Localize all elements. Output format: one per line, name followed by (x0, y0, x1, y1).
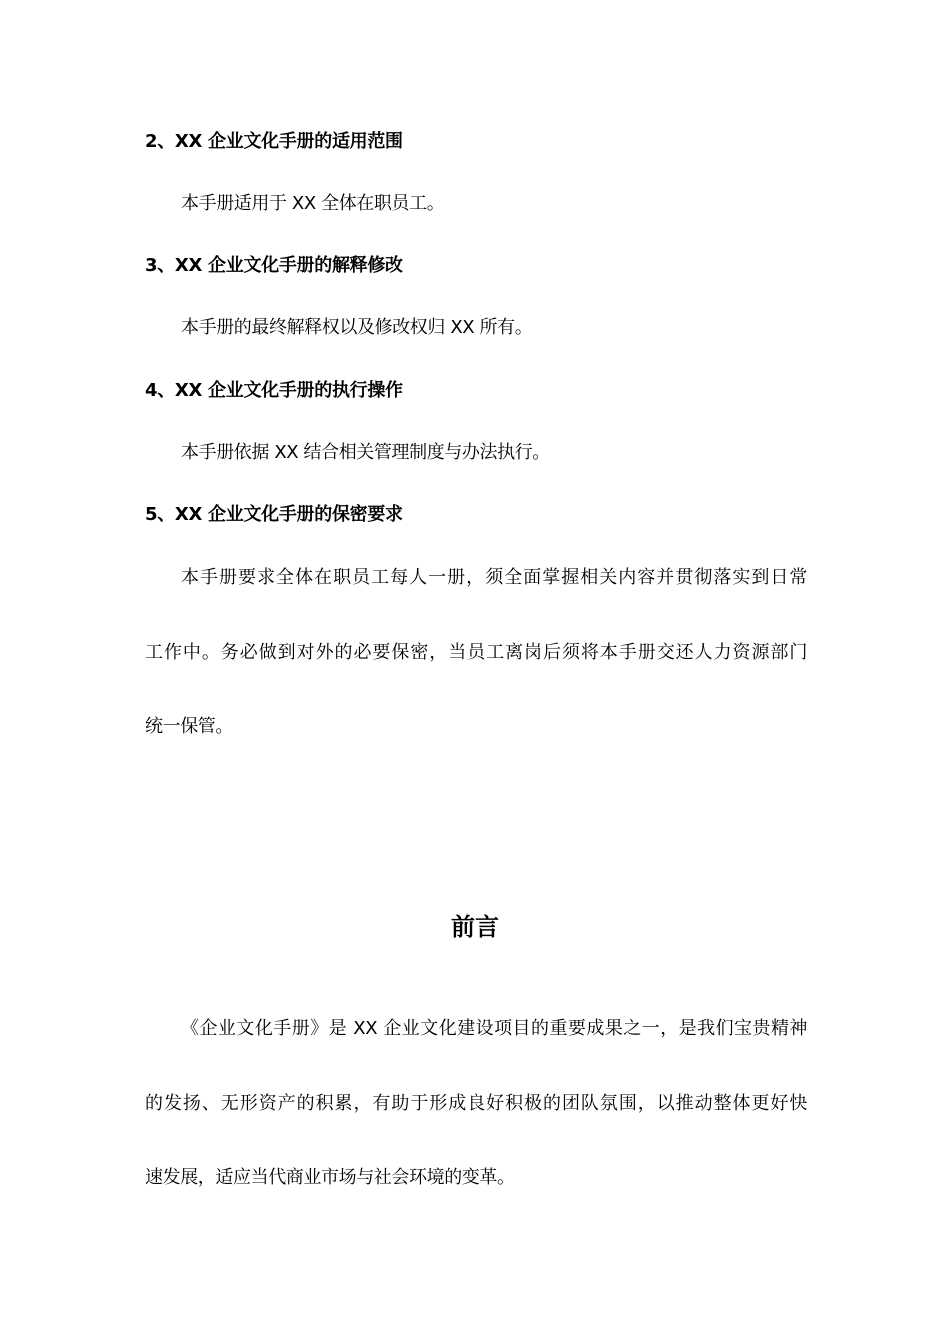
section-heading-execution: 4、XX 企业文化手册的执行操作 (145, 380, 403, 401)
section-heading-scope: 2、XX 企业文化手册的适用范围 (145, 131, 403, 152)
preface-body-line-2: 的发扬、无形资产的积累，有助于形成良好积极的团队氛围，以推动整体更好快 (145, 1093, 807, 1114)
preface-title: 前言 (451, 913, 499, 941)
preface-body-line-1: 《企业文化手册》是 XX 企业文化建设项目的重要成果之一，是我们宝贵精神 (181, 1018, 807, 1039)
preface-body-line-3: 速发展，适应当代商业市场与社会环境的变革。 (145, 1167, 515, 1188)
section-heading-confidentiality: 5、XX 企业文化手册的保密要求 (145, 504, 403, 525)
section-body-confidentiality-line-1: 本手册要求全体在职员工每人一册，须全面掌握相关内容并贯彻落实到日常 (181, 567, 807, 588)
section-body-interpretation: 本手册的最终解释权以及修改权归 XX 所有。 (181, 317, 533, 338)
section-body-scope: 本手册适用于 XX 全体在职员工。 (181, 193, 445, 214)
section-body-confidentiality-line-3: 统一保管。 (145, 716, 233, 737)
section-heading-interpretation: 3、XX 企业文化手册的解释修改 (145, 255, 403, 276)
section-body-execution: 本手册依据 XX 结合相关管理制度与办法执行。 (181, 442, 550, 463)
section-body-confidentiality-line-2: 工作中。务必做到对外的必要保密，当员工离岗后须将本手册交还人力资源部门 (145, 642, 807, 663)
